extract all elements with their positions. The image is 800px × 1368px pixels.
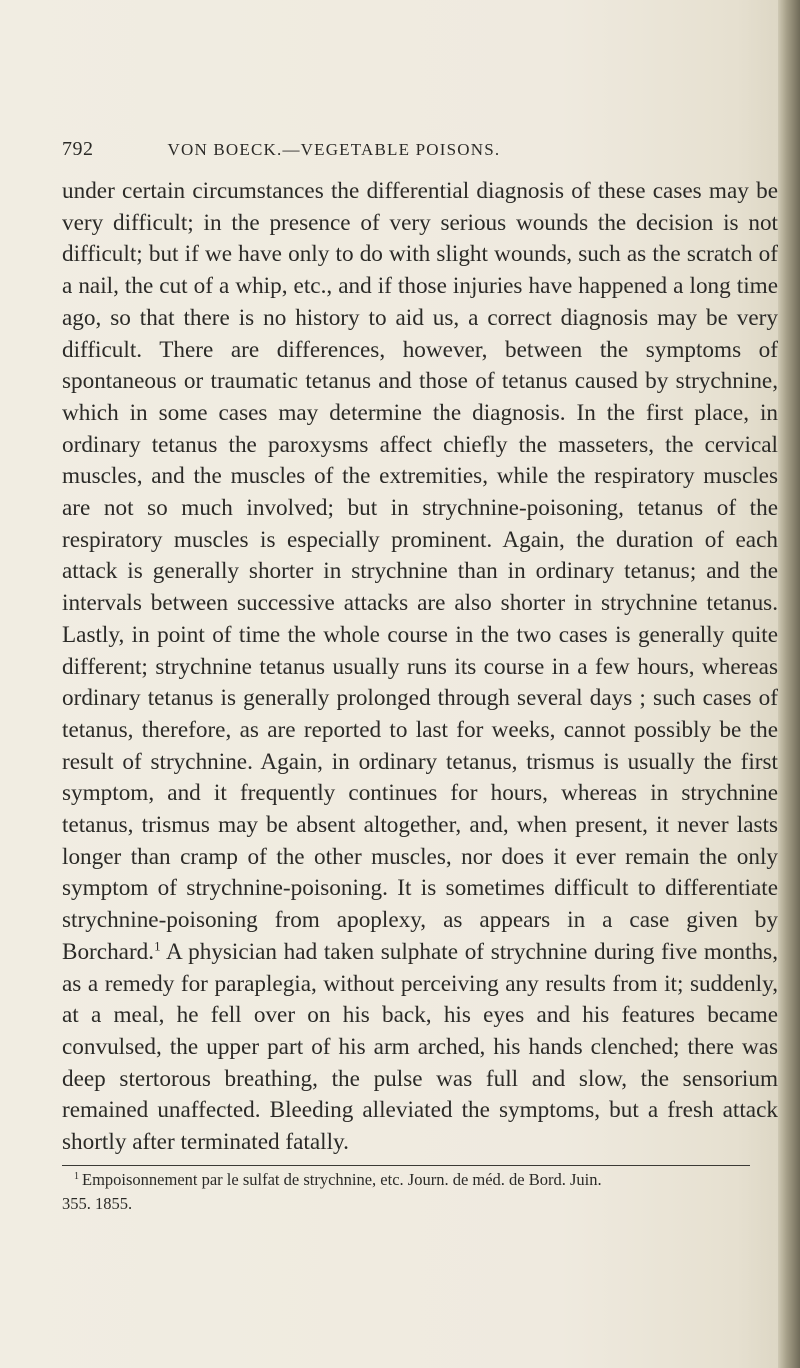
running-head: VON BOECK.—VEGETABLE POISONS. xyxy=(167,140,501,159)
footnote-reference[interactable]: 1 xyxy=(154,938,161,954)
footnote-rule xyxy=(62,1165,750,1166)
body-text-part-2: A physician had taken sulphate of strychnine during five months, as a remedy for paraplegia, without perceiving any results from it; suddenly, at a meal, he fell over on his back, his eyes and his features became convulsed, the upper part of his arm arched, his hands clenched; there was deep stertorous breathing, the pulse was full and slow, the sensorium remained unaffected. Bleeding alleviated the symptoms, but a fresh attack shortly after terminated fatally. xyxy=(62,938,778,1156)
footnote-line-1: Empoisonnement par le sulfat de strychnine, etc. Journ. de méd. de Bord. Juin. xyxy=(82,1170,602,1189)
footnote-line-2: 355. 1855. xyxy=(62,1194,133,1213)
page-edge-shadow xyxy=(778,0,800,1368)
page-header xyxy=(62,138,762,168)
page-number: 792 xyxy=(62,138,94,160)
footnote-number: 1 xyxy=(74,1170,79,1182)
body-paragraph xyxy=(62,176,778,1159)
body-text-part-1: under certain circumstances the differential diagnosis of these cases may be very difficult; in the presence of very serious wounds the decision is not difficult; but if we have only to do with slight wounds, such as the scratch of a nail, the cut of a whip, etc., and if those injuries have happened a long time ago, so that there is no history to aid us, a correct diagnosis may be very difficult. There are differences, however, between the symptoms of spontaneous or traumatic tetanus and those of tetanus caused by strychnine, which in some cases may determine the diagnosis. In the first place, in ordinary tetanus the paroxysms affect chiefly the masseters, the cervical muscles, and the muscles of the extremities, while the respiratory muscles are not so much involved; but in strychnine-poisoning, tetanus of the respiratory muscles is especially prominent. Again, the duration of each attack is generally shorter in strychnine than in ordinary tetanus; and the intervals between successive attacks are also shorter in strychnine tetanus. Lastly, in point of time the whole course in the two cases is generally quite different; strychnine tetanus usually runs its course in a few hours, whereas ordinary tetanus is generally prolonged through several days ; such cases of tetanus, therefore, as are reported to last for weeks, cannot possibly be the result of strychnine. Again, in ordinary tetanus, trismus is usually the first symptom, and it frequently continues for hours, whereas in strychnine tetanus, trismus may be absent altogether, and, when present, it never lasts longer than cramp of the other muscles, nor does it ever remain the only symptom of strychnine-poisoning. It is sometimes difficult to differentiate strychnine-poisoning from apoplexy, as appears in a case given by Borchard. xyxy=(62,178,778,965)
footnote xyxy=(62,1168,762,1216)
